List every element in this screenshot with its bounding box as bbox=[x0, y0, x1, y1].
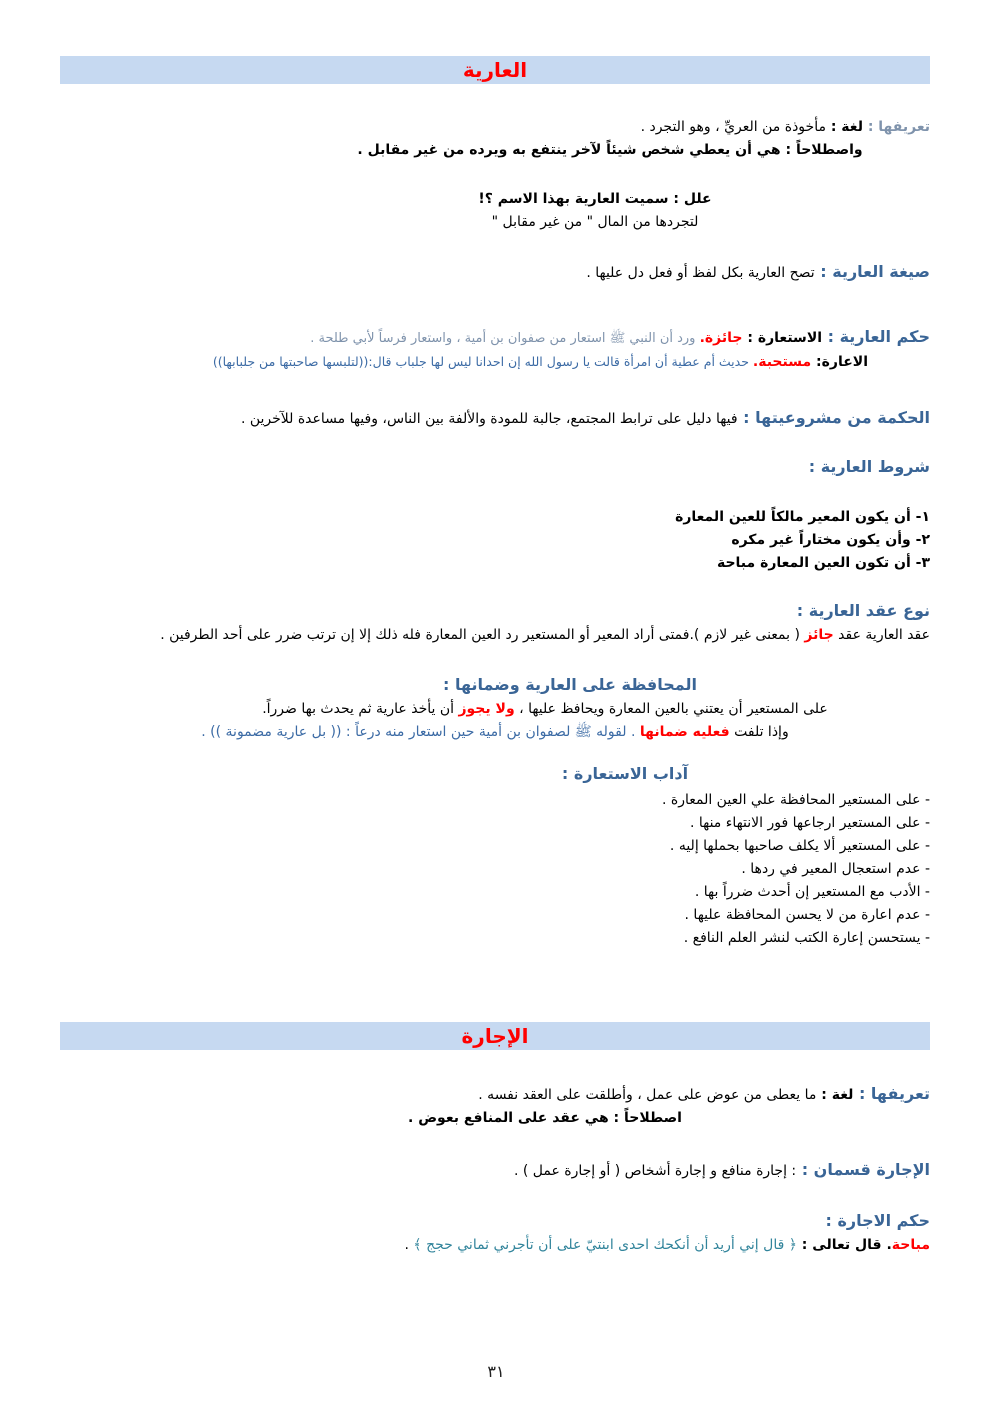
lending-ruling-line bbox=[60, 350, 930, 374]
wisdom-header: الحكمة من مشروعيتها : bbox=[737, 408, 930, 427]
borrowing-ruling-line bbox=[60, 325, 930, 350]
etiquette-item: - عدم استعجال المعير في ردها . bbox=[741, 861, 930, 877]
ijarah-banner bbox=[60, 1022, 930, 1050]
ijarah-ruling-header bbox=[60, 1209, 930, 1234]
iara-evidence-hadith: حديث أم عطية أن امرأة قالت يا رسول الله إن احدانا ليس لها جلباب قال:((لتلبسها صاحبتها من جلبابها)) bbox=[212, 354, 753, 369]
ariyah-definition-language-line bbox=[60, 116, 930, 139]
ariyah-ruling-block bbox=[60, 325, 930, 374]
language-label: لغة : bbox=[825, 119, 863, 135]
preservation-line1-pre: على المستعير أن يعتني بالعين المعارة ويحافظ عليها ، bbox=[514, 701, 828, 717]
preservation-line2-pre: وإذا تلفت bbox=[729, 724, 789, 740]
etiquette-item: - الأدب مع المستعير إن أحدث ضرراً بها . bbox=[694, 884, 930, 900]
preservation-header bbox=[60, 673, 930, 698]
ijarah-types-header: الإجارة قسمان : bbox=[796, 1160, 930, 1179]
definition-label: تعريفها : bbox=[862, 119, 930, 135]
ariyah-banner-title: العارية bbox=[462, 58, 528, 82]
etiquette-item: - على المستعير ألا يكلف صاحبها بحملها إليه . bbox=[669, 838, 930, 854]
ijarah-language-text: ما يعطى من عوض على عمل ، وأطلقت على العقد نفسه . bbox=[478, 1087, 817, 1103]
condition-item: ٣- أن تكون العين المعارة مباحة bbox=[716, 555, 930, 571]
preservation-line2-evidence: . لقوله ﷺ لصفوان بن أمية حين استعار منه درعاً : (( بل عارية مضمونة )) . bbox=[201, 724, 640, 740]
ijarah-language-label: لغة : bbox=[816, 1087, 854, 1103]
condition-item: ٢- وأن يكون مختاراً غير مكره bbox=[731, 532, 930, 548]
ijarah-definition bbox=[60, 1082, 930, 1130]
form-header: صيغة العارية : bbox=[814, 262, 930, 281]
ruling-header: حكم العارية : bbox=[822, 327, 930, 346]
istiara-ruling: جائزة. bbox=[699, 330, 743, 346]
preservation-line2 bbox=[60, 721, 930, 744]
ariyah-definition-terminology-line: واصطلاحاً : هي أن يعطي شخص شيئاً لآخر ينتفع به ويرده من غير مقابل . bbox=[357, 142, 863, 158]
preservation-line1 bbox=[60, 698, 930, 721]
ijarah-definition-label: تعريفها : bbox=[853, 1084, 930, 1103]
ariyah-definition bbox=[60, 116, 930, 162]
contract-type-pre: عقد العارية عقد bbox=[833, 627, 930, 643]
istiara-evidence: ورد أن النبي ﷺ استعار من صفوان بن أمية ، واستعار فرساً لأبي طلحة . bbox=[310, 331, 700, 346]
quran-verse: ﴿ قال إني أريد أن أنكحك احدى ابنتيّ على أن تأجرني ثماني حجج ﴾ bbox=[413, 1237, 797, 1253]
ijarah-ruling-mid: . قال تعالى : bbox=[796, 1237, 892, 1253]
etiquette-item: - على المستعير المحافظة علي العين المعارة . bbox=[661, 792, 930, 808]
preservation-line2-highlight: فعليه ضمانها bbox=[639, 724, 730, 740]
ijarah-ruling-header-text: حكم الاجارة : bbox=[825, 1211, 930, 1230]
wisdom-text: فيها دليل على ترابط المجتمع، جالبة للمودة والألفة بين الناس، وفيها مساعدة للآخرين . bbox=[240, 411, 738, 427]
etiquette-item: - يستحسن إعارة الكتب لنشر العلم النافع . bbox=[683, 930, 930, 946]
ijarah-terminology-line: اصطلاحاً : هي عقد على المنافع بعوض . bbox=[408, 1110, 682, 1126]
contract-type-line bbox=[60, 624, 930, 647]
ijarah-ruling-end: . bbox=[404, 1237, 414, 1253]
iara-ruling: مستحبة. bbox=[752, 354, 812, 370]
etiquette-item: - على المستعير ارجاعها فور الانتهاء منها . bbox=[689, 815, 930, 831]
etiquette-header-text: آداب الاستعارة : bbox=[561, 764, 689, 783]
conditions-header-text: شروط العارية : bbox=[808, 457, 930, 476]
etiquette-list bbox=[60, 789, 930, 950]
etiquette-header bbox=[60, 762, 930, 787]
wisdom-line bbox=[60, 406, 930, 431]
language-definition-text: مأخوذة من العريِّ ، وهو التجرد . bbox=[640, 119, 826, 135]
preservation-header-text: المحافظة على العارية وضمانها : bbox=[442, 675, 698, 694]
ijarah-types-text: : إجارة منافع و إجارة أشخاص ( أو إجارة عمل ) . bbox=[513, 1163, 797, 1179]
conditions-header bbox=[60, 455, 930, 480]
ariyah-banner bbox=[60, 56, 930, 84]
ijarah-ruling-word: مباحة bbox=[891, 1237, 930, 1253]
page-number: ٣١ bbox=[487, 1362, 505, 1381]
naming-reason-block bbox=[60, 188, 930, 234]
contract-type-ruling: جائز bbox=[804, 627, 834, 643]
contract-type-header bbox=[60, 599, 930, 624]
naming-reason-answer: لتجردها من المال " من غير مقابل " bbox=[491, 214, 699, 230]
conditions-list bbox=[60, 506, 930, 575]
preservation-line1-post: أن يأخذ عارية ثم يحدث بها ضرراً. bbox=[262, 701, 459, 717]
istiara-label: الاستعارة : bbox=[742, 330, 823, 346]
ijarah-banner-title: الإجارة bbox=[461, 1024, 529, 1048]
ijarah-definition-language-line bbox=[60, 1082, 930, 1107]
iara-label: الاعارة: bbox=[811, 354, 868, 370]
ijarah-ruling-line bbox=[60, 1234, 930, 1257]
ijarah-types-line bbox=[60, 1158, 930, 1183]
preservation-line1-highlight: ولا يجوز bbox=[458, 701, 515, 717]
ariyah-form-line bbox=[60, 260, 930, 285]
condition-item: ١- أن يكون المعير مالكاً للعين المعارة bbox=[675, 509, 930, 525]
contract-type-post: ( بمعنى غير لازم ).فمتى أراد المعير أو المستعير رد العين المعارة فله ذلك إلا إن ترتب ضرر على أحد الطرفين . bbox=[160, 627, 805, 643]
etiquette-item: - عدم اعارة من لا يحسن المحافظة عليها . bbox=[684, 907, 930, 923]
naming-reason-question: علل : سميت العارية بهذا الاسم ؟! bbox=[478, 191, 712, 207]
form-text: تصح العارية بكل لفظ أو فعل دل عليها . bbox=[586, 265, 815, 281]
contract-type-header-text: نوع عقد العارية : bbox=[796, 601, 930, 620]
